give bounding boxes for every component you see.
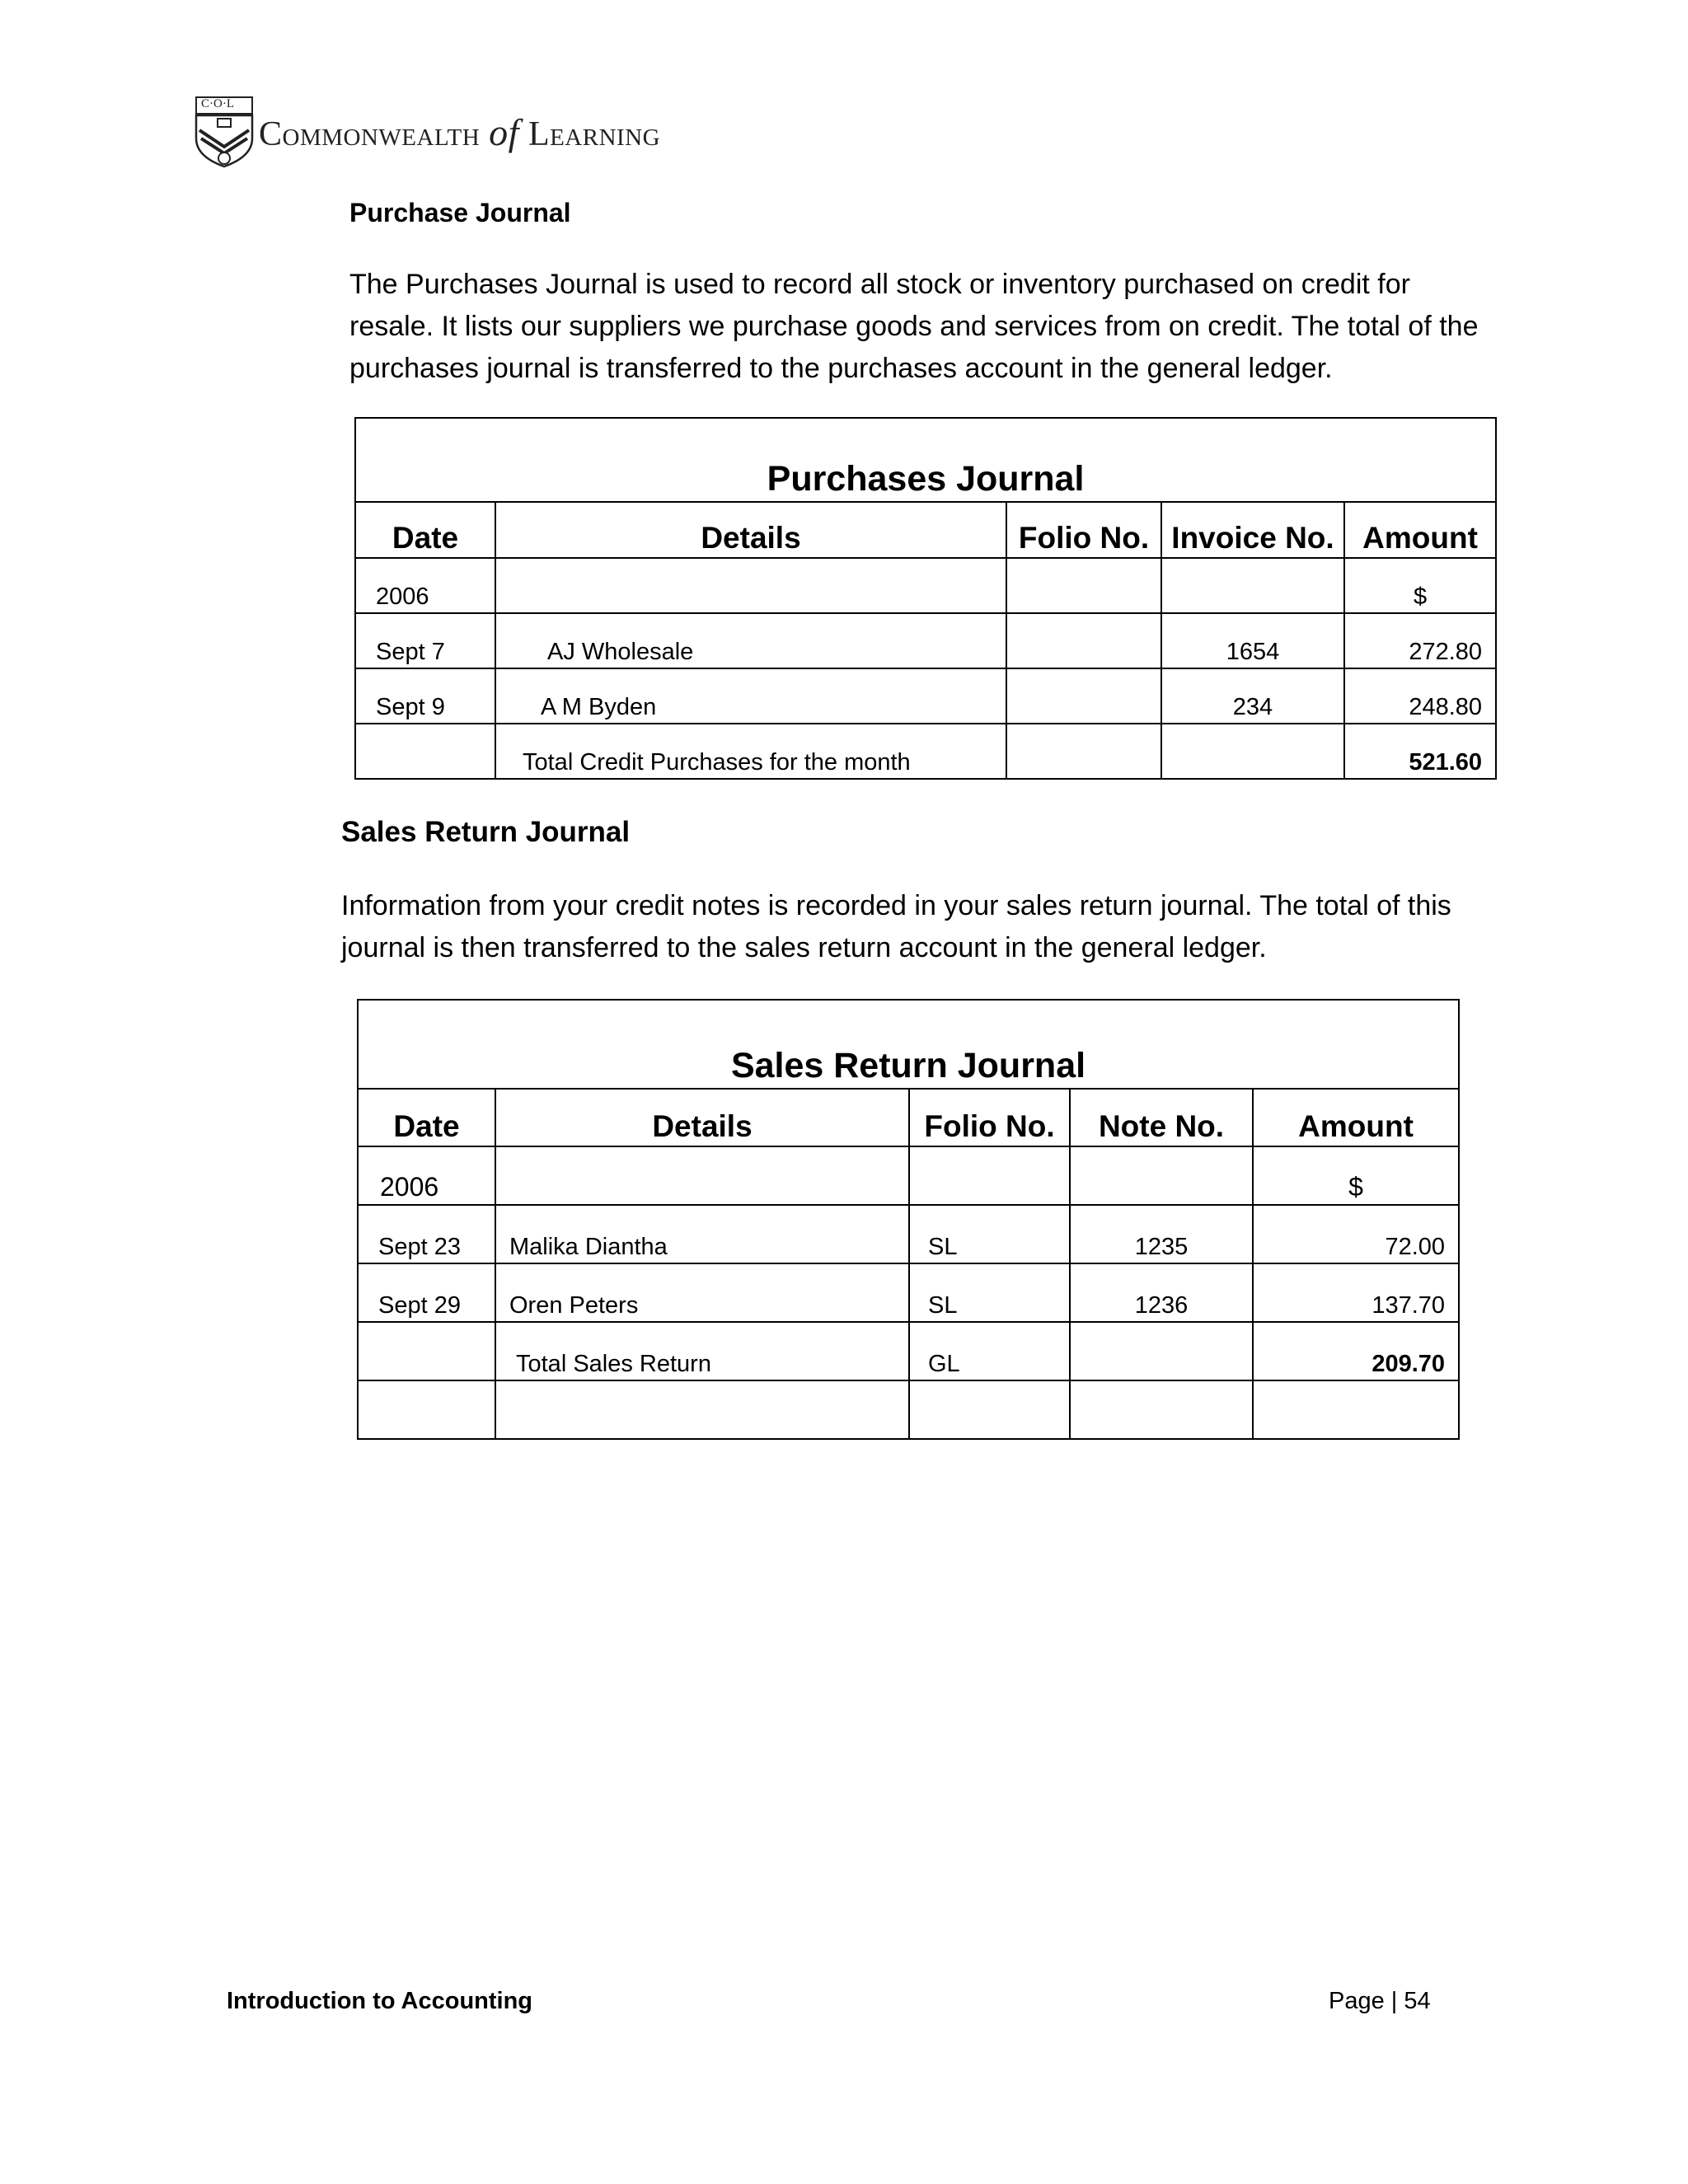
date-cell: Sept 29: [358, 1263, 495, 1322]
sales-return-journal-table: [357, 999, 1460, 1440]
amount-cell: $: [1344, 558, 1496, 613]
folio-cell: [1006, 724, 1161, 779]
folio-cell: GL: [909, 1322, 1070, 1380]
table-header-row: [358, 1089, 1459, 1146]
folio-cell: SL: [909, 1263, 1070, 1322]
details-cell: [495, 1146, 909, 1205]
logo-badge-text: C·O·L: [201, 97, 234, 110]
date-cell: [355, 724, 495, 779]
purchase-journal-heading: Purchase Journal: [349, 198, 571, 227]
amount-cell: $: [1253, 1146, 1459, 1205]
invoice-cell: 234: [1161, 668, 1344, 724]
table-row: [355, 613, 1496, 668]
column-header: Details: [495, 1089, 909, 1146]
details-cell: AJ Wholesale: [495, 613, 1006, 668]
column-header: Folio No.: [909, 1089, 1070, 1146]
purchases-journal-table: [354, 417, 1497, 780]
org-name: [259, 110, 660, 154]
date-cell: 2006: [358, 1146, 495, 1205]
paragraph-line: resale. It lists our suppliers we purchase goods and services from on credit. The total of the: [349, 311, 1479, 342]
column-header: Note No.: [1070, 1089, 1253, 1146]
note-cell: [1070, 1380, 1253, 1439]
paragraph-line: The Purchases Journal is used to record all stock or inventory purchased on credit for: [349, 269, 1410, 300]
column-header: Amount: [1253, 1089, 1459, 1146]
amount-cell: 248.80: [1344, 668, 1496, 724]
table-total-row: [358, 1322, 1459, 1380]
total-amount-cell: 521.60: [1344, 724, 1496, 779]
folio-cell: [1006, 668, 1161, 724]
table-empty-row: [358, 1380, 1459, 1439]
details-cell: Oren Peters: [495, 1263, 909, 1322]
column-header: Date: [355, 502, 495, 558]
table-title: Purchases Journal: [355, 418, 1496, 502]
column-header: Amount: [1344, 502, 1496, 558]
table-row: [355, 668, 1496, 724]
date-cell: Sept 23: [358, 1205, 495, 1263]
org-name-part1: Commonwealth: [259, 115, 481, 153]
amount-cell: [1253, 1380, 1459, 1439]
invoice-cell: [1161, 558, 1344, 613]
sales-return-paragraph: [341, 885, 1451, 969]
details-cell: Malika Diantha: [495, 1205, 909, 1263]
table-title: Sales Return Journal: [358, 1000, 1459, 1089]
folio-cell: SL: [909, 1205, 1070, 1263]
note-cell: [1070, 1322, 1253, 1380]
table-header-row: [355, 502, 1496, 558]
column-header: Date: [358, 1089, 495, 1146]
folio-cell: [1006, 558, 1161, 613]
table-row: [358, 1146, 1459, 1205]
invoice-cell: [1161, 724, 1344, 779]
amount-cell: 272.80: [1344, 613, 1496, 668]
note-cell: 1235: [1070, 1205, 1253, 1263]
note-cell: [1070, 1146, 1253, 1205]
details-cell: A M Byden: [495, 668, 1006, 724]
folio-cell: [909, 1146, 1070, 1205]
table-row: [355, 558, 1496, 613]
date-cell: Sept 7: [355, 613, 495, 668]
date-cell: [358, 1322, 495, 1380]
details-cell: Total Credit Purchases for the month: [495, 724, 1006, 779]
date-cell: Sept 9: [355, 668, 495, 724]
paragraph-line: Information from your credit notes is recorded in your sales return journal. The total of this: [341, 890, 1451, 921]
note-cell: 1236: [1070, 1263, 1253, 1322]
paragraph-line: purchases journal is transferred to the purchases account in the general ledger.: [349, 353, 1333, 384]
invoice-cell: 1654: [1161, 613, 1344, 668]
amount-cell: 72.00: [1253, 1205, 1459, 1263]
org-name-part2: Learning: [528, 115, 661, 153]
date-cell: 2006: [355, 558, 495, 613]
footer-course-title: Introduction to Accounting: [227, 1988, 533, 2014]
commonwealth-of-learning-logo: [195, 96, 661, 170]
table-row: [358, 1263, 1459, 1322]
folio-cell: [909, 1380, 1070, 1439]
folio-cell: [1006, 613, 1161, 668]
column-header: Folio No.: [1006, 502, 1161, 558]
details-cell: Total Sales Return: [495, 1322, 909, 1380]
details-cell: [495, 558, 1006, 613]
purchase-journal-paragraph: [349, 264, 1479, 390]
amount-cell: 137.70: [1253, 1263, 1459, 1322]
table-total-row: [355, 724, 1496, 779]
total-amount-cell: 209.70: [1253, 1322, 1459, 1380]
footer-page-number: Page | 54: [1329, 1988, 1431, 2014]
table-row: [358, 1205, 1459, 1263]
sales-return-journal-heading: Sales Return Journal: [341, 816, 631, 848]
column-header: Details: [495, 502, 1006, 558]
paragraph-line: journal is then transferred to the sales return account in the general ledger.: [341, 932, 1267, 963]
date-cell: [358, 1380, 495, 1439]
column-header: Invoice No.: [1161, 502, 1344, 558]
org-name-of: of: [489, 111, 519, 153]
details-cell: [495, 1380, 909, 1439]
